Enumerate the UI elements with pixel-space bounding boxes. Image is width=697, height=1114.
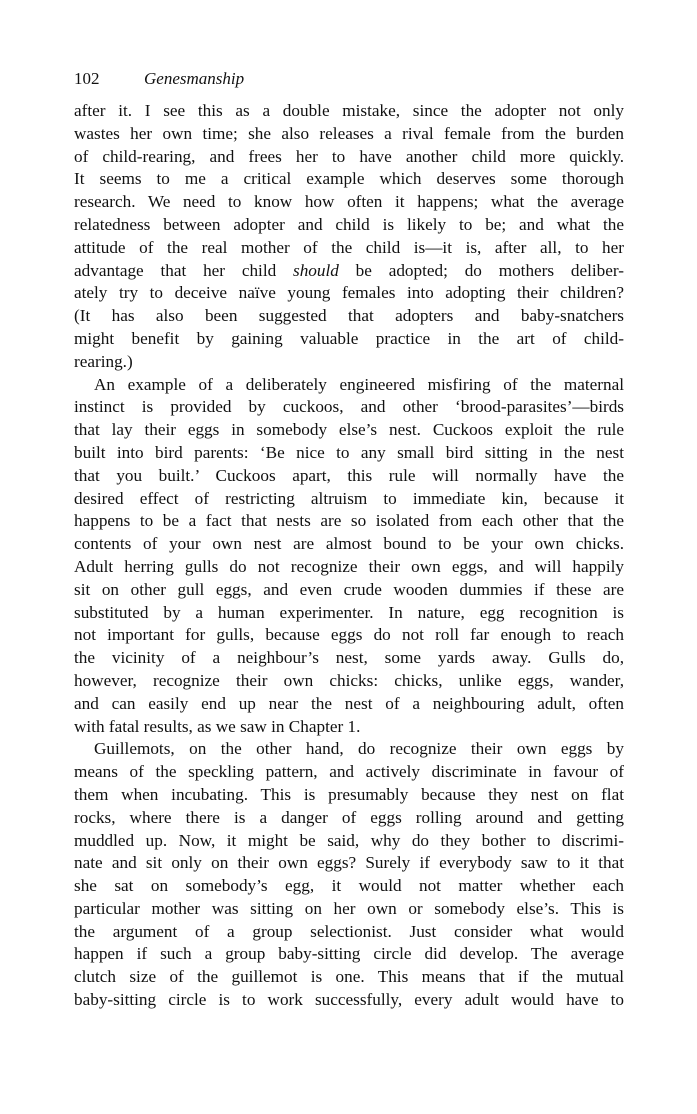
paragraph xyxy=(74,738,624,1012)
text-line: however, recognize their own chicks: chicks, unlike eggs, wander, xyxy=(74,670,624,690)
text-line: Guillemots, on the other hand, do recognize their own eggs by xyxy=(94,739,624,759)
body-text xyxy=(74,100,624,1012)
text-line: ately try to deceive naïve young females into adopting their children? xyxy=(74,283,624,303)
text-line: relatedness between adopter and child is likely to be; and what the xyxy=(74,214,624,234)
text-line: clutch size of the guillemot is one. This means that if the mutual xyxy=(74,967,624,987)
text-line: that lay their eggs in somebody else’s nest. Cuckoos exploit the rule xyxy=(74,420,624,440)
text-line: research. We need to know how often it happens; what the average xyxy=(74,192,624,212)
text-line: the vicinity of a neighbour’s nest, some yards away. Gulls do, xyxy=(74,648,624,668)
paragraph xyxy=(74,374,624,739)
text-line: nate and sit only on their own eggs? Surely if everybody saw to it that xyxy=(74,853,624,873)
book-page xyxy=(74,68,624,1012)
text-line: advantage that her child should be adopted; do mothers deliber- xyxy=(74,260,624,280)
text-line: Adult herring gulls do not recognize their own eggs, and will happily xyxy=(74,556,624,576)
text-line: rocks, where there is a danger of eggs rolling around and getting xyxy=(74,807,624,827)
text-line: desired effect of restricting altruism to immediate kin, because it xyxy=(74,488,624,508)
text-line: of child-rearing, and frees her to have another child more quickly. xyxy=(74,146,624,166)
text-line: An example of a deliberately engineered misfiring of the maternal xyxy=(94,374,624,394)
text-line: with fatal results, as we saw in Chapter 1. xyxy=(74,716,361,736)
text-line: contents of your own nest are almost bound to be your own chicks. xyxy=(74,534,624,554)
text-line: rearing.) xyxy=(74,351,133,371)
text-line: and can easily end up near the nest of a neighbouring adult, often xyxy=(74,693,624,713)
text-line: that you built.’ Cuckoos apart, this rule will normally have the xyxy=(74,465,624,485)
text-line: substituted by a human experimenter. In nature, egg recognition is xyxy=(74,602,624,622)
paragraph xyxy=(74,100,624,374)
running-head xyxy=(74,68,624,100)
text-line: (It has also been suggested that adopters and baby-snatchers xyxy=(74,306,624,326)
text-line: means of the speckling pattern, and actively discriminate in favour of xyxy=(74,762,624,782)
text-line: happens to be a fact that nests are so isolated from each other that the xyxy=(74,511,624,531)
text-line: might benefit by gaining valuable practice in the art of child- xyxy=(74,328,624,348)
text-line: built into bird parents: ‘Be nice to any small bird sitting in the nest xyxy=(74,442,624,462)
text-line: attitude of the real mother of the child is—it is, after all, to her xyxy=(74,237,624,257)
text-line: instinct is provided by cuckoos, and other ‘brood-parasites’—birds xyxy=(74,397,624,417)
text-line: It seems to me a critical example which deserves some thorough xyxy=(74,169,624,189)
text-line: not important for gulls, because eggs do not roll far enough to reach xyxy=(74,625,624,645)
text-line: muddled up. Now, it might be said, why do they bother to discrimi- xyxy=(74,830,624,850)
text-line: them when incubating. This is presumably because they nest on flat xyxy=(74,784,624,804)
text-line: wastes her own time; she also releases a rival female from the burden xyxy=(74,123,624,143)
text-line: particular mother was sitting on her own or somebody else’s. This is xyxy=(74,898,624,918)
text-line: she sat on somebody’s egg, it would not matter whether each xyxy=(74,876,624,896)
text-line: sit on other gull eggs, and even crude wooden dummies if these are xyxy=(74,579,624,599)
text-line: baby-sitting circle is to work successfully, every adult would have to xyxy=(74,990,624,1010)
text-line: after it. I see this as a double mistake, since the adopter not only xyxy=(74,101,624,120)
text-line: the argument of a group selectionist. Just consider what would xyxy=(74,921,624,941)
text-line: happen if such a group baby-sitting circle did develop. The average xyxy=(74,944,624,964)
running-title: Genesmanship xyxy=(144,69,245,88)
page-number: 102 xyxy=(74,69,100,88)
